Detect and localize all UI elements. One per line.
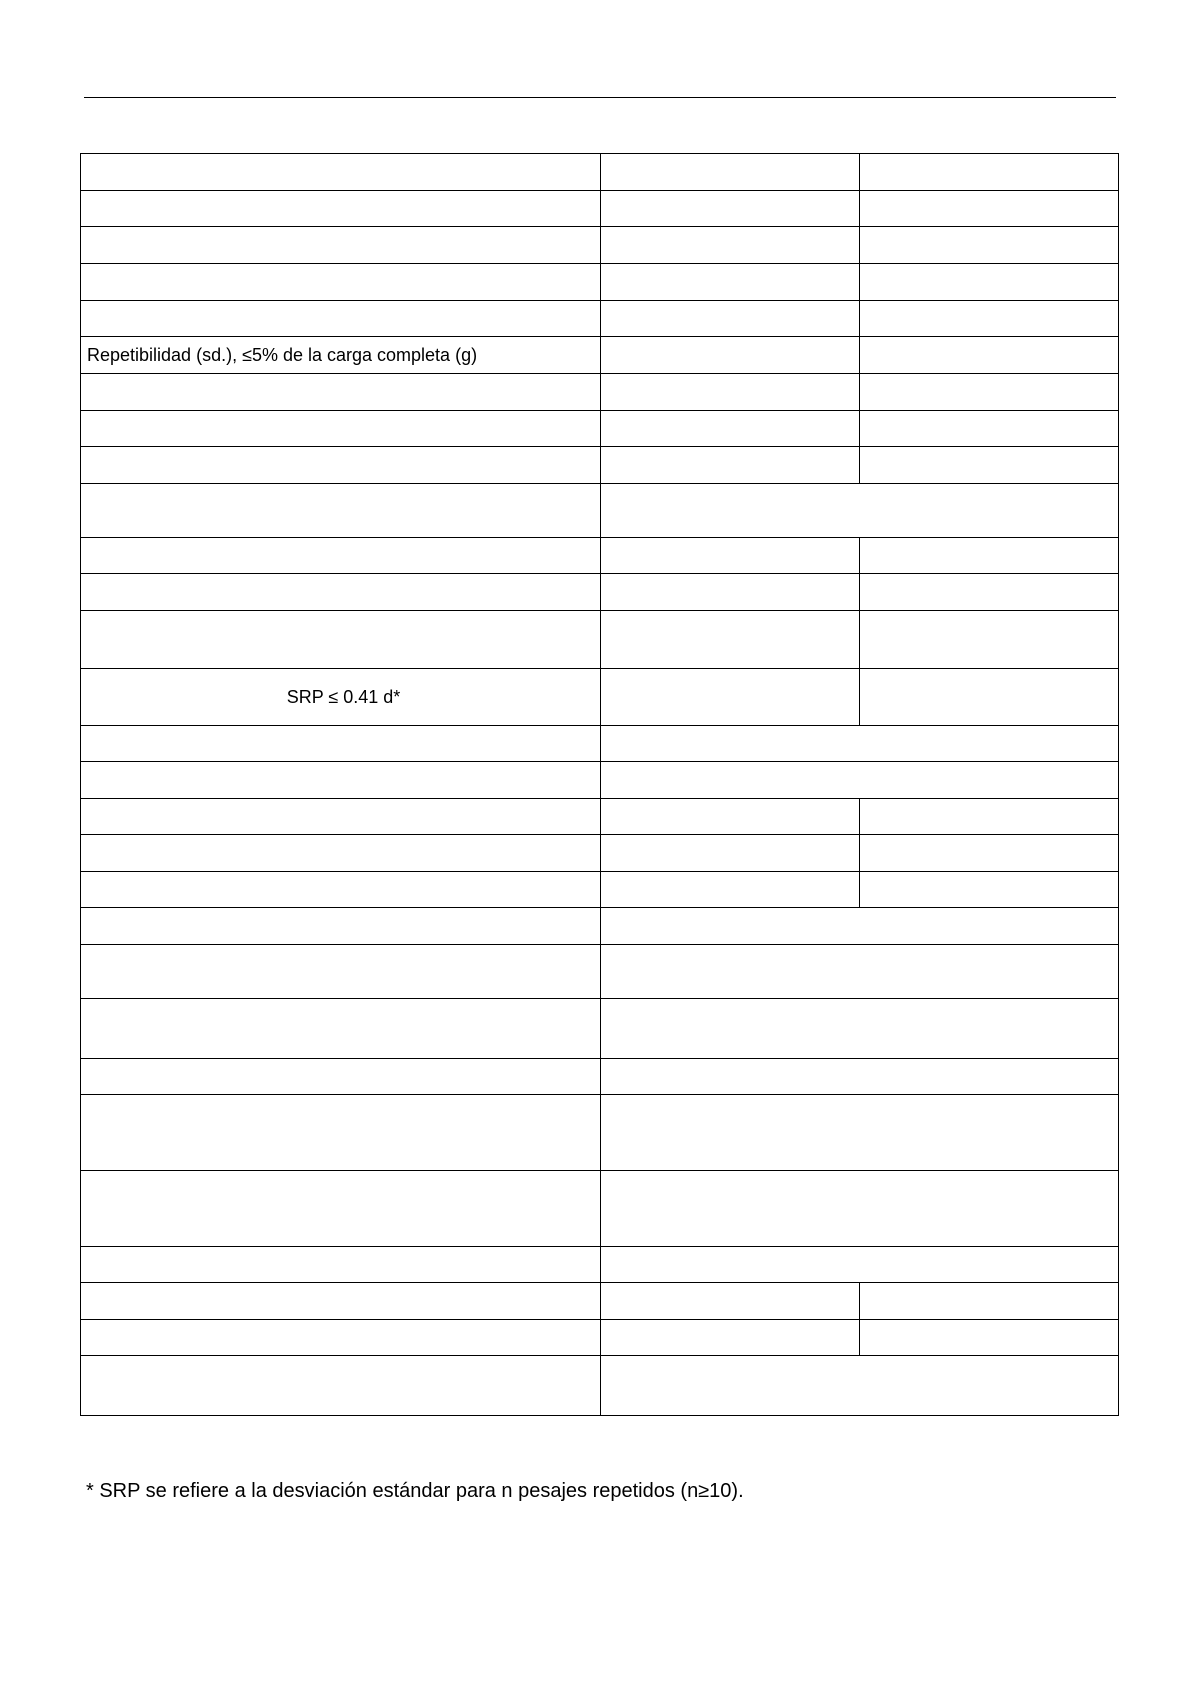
row-label-cell	[81, 1171, 601, 1247]
value-cell-merged	[601, 1247, 1119, 1283]
table-row	[81, 945, 1119, 999]
value-cell-1	[601, 154, 860, 191]
value-cell-1	[601, 374, 860, 411]
row-label-cell	[81, 447, 601, 484]
row-label-cell	[81, 726, 601, 762]
value-cell-2	[860, 669, 1119, 726]
table-row	[81, 411, 1119, 447]
value-cell-1	[601, 835, 860, 872]
table-row	[81, 227, 1119, 264]
value-cell-1	[601, 227, 860, 264]
value-cell-merged	[601, 762, 1119, 799]
row-label-cell: Repetibilidad (sd.), ≤5% de la carga completa (g)	[81, 337, 601, 374]
table-row	[81, 835, 1119, 872]
value-cell-2	[860, 227, 1119, 264]
value-cell-2	[860, 411, 1119, 447]
value-cell-2	[860, 337, 1119, 374]
row-label-cell	[81, 227, 601, 264]
value-cell-merged	[601, 1171, 1119, 1247]
row-label-cell	[81, 538, 601, 574]
table-row	[81, 191, 1119, 227]
table-row	[81, 908, 1119, 945]
value-cell-1	[601, 411, 860, 447]
value-cell-2	[860, 611, 1119, 669]
table-row	[81, 999, 1119, 1059]
value-cell-2	[860, 574, 1119, 611]
table-row	[81, 1283, 1119, 1320]
table-row	[81, 447, 1119, 484]
value-cell-2	[860, 835, 1119, 872]
table-row	[81, 1059, 1119, 1095]
specifications-table-body	[81, 154, 1119, 1416]
table-row	[81, 301, 1119, 337]
row-label-cell	[81, 484, 601, 538]
table-row	[81, 762, 1119, 799]
table-row	[81, 1171, 1119, 1247]
row-label-cell	[81, 301, 601, 337]
row-label-cell	[81, 908, 601, 945]
value-cell-1	[601, 574, 860, 611]
value-cell-merged	[601, 1059, 1119, 1095]
row-label-cell	[81, 264, 601, 301]
value-cell-2	[860, 1283, 1119, 1320]
value-cell-2	[860, 447, 1119, 484]
table-row	[81, 726, 1119, 762]
value-cell-merged	[601, 945, 1119, 999]
header-rule	[84, 97, 1116, 98]
specifications-table	[80, 153, 1119, 1416]
table-row	[81, 1095, 1119, 1171]
row-label-cell	[81, 1320, 601, 1356]
row-label-cell	[81, 1356, 601, 1416]
value-cell-2	[860, 154, 1119, 191]
value-cell-1	[601, 872, 860, 908]
value-cell-1	[601, 799, 860, 835]
table-row	[81, 538, 1119, 574]
row-label-cell	[81, 1059, 601, 1095]
table-row	[81, 1356, 1119, 1416]
value-cell-2	[860, 1320, 1119, 1356]
value-cell-2	[860, 191, 1119, 227]
value-cell-1	[601, 191, 860, 227]
value-cell-merged	[601, 726, 1119, 762]
value-cell-2	[860, 374, 1119, 411]
table-row	[81, 574, 1119, 611]
value-cell-1	[601, 264, 860, 301]
row-label-cell	[81, 574, 601, 611]
value-cell-1	[601, 301, 860, 337]
row-label-cell: SRP ≤ 0.41 d*	[81, 669, 601, 726]
row-label-cell	[81, 611, 601, 669]
value-cell-1	[601, 538, 860, 574]
row-label-cell	[81, 411, 601, 447]
value-cell-2	[860, 264, 1119, 301]
row-label-cell	[81, 374, 601, 411]
value-cell-1	[601, 447, 860, 484]
table-row	[81, 872, 1119, 908]
table-row	[81, 154, 1119, 191]
row-label-cell	[81, 945, 601, 999]
row-label-cell	[81, 191, 601, 227]
value-cell-1	[601, 611, 860, 669]
footnote: * SRP se refiere a la desviación estándar para n pesajes repetidos (n≥10).	[86, 1480, 744, 1502]
value-cell-1	[601, 337, 860, 374]
table-row	[81, 337, 1119, 374]
value-cell-merged	[601, 999, 1119, 1059]
row-label-cell	[81, 799, 601, 835]
value-cell-1	[601, 1320, 860, 1356]
table-row	[81, 1320, 1119, 1356]
row-label-cell	[81, 762, 601, 799]
table-row	[81, 799, 1119, 835]
value-cell-merged	[601, 908, 1119, 945]
value-cell-merged	[601, 1095, 1119, 1171]
value-cell-2	[860, 301, 1119, 337]
row-label-cell	[81, 1095, 601, 1171]
row-label-cell	[81, 1283, 601, 1320]
value-cell-2	[860, 799, 1119, 835]
value-cell-2	[860, 538, 1119, 574]
table-row	[81, 611, 1119, 669]
table-row	[81, 1247, 1119, 1283]
table-row	[81, 264, 1119, 301]
row-label-cell	[81, 872, 601, 908]
value-cell-merged	[601, 484, 1119, 538]
value-cell-1	[601, 1283, 860, 1320]
table-row	[81, 484, 1119, 538]
value-cell-merged	[601, 1356, 1119, 1416]
value-cell-1	[601, 669, 860, 726]
table-row	[81, 374, 1119, 411]
table-row	[81, 669, 1119, 726]
value-cell-2	[860, 872, 1119, 908]
row-label-cell	[81, 835, 601, 872]
row-label-cell	[81, 999, 601, 1059]
row-label-cell	[81, 154, 601, 191]
row-label-cell	[81, 1247, 601, 1283]
